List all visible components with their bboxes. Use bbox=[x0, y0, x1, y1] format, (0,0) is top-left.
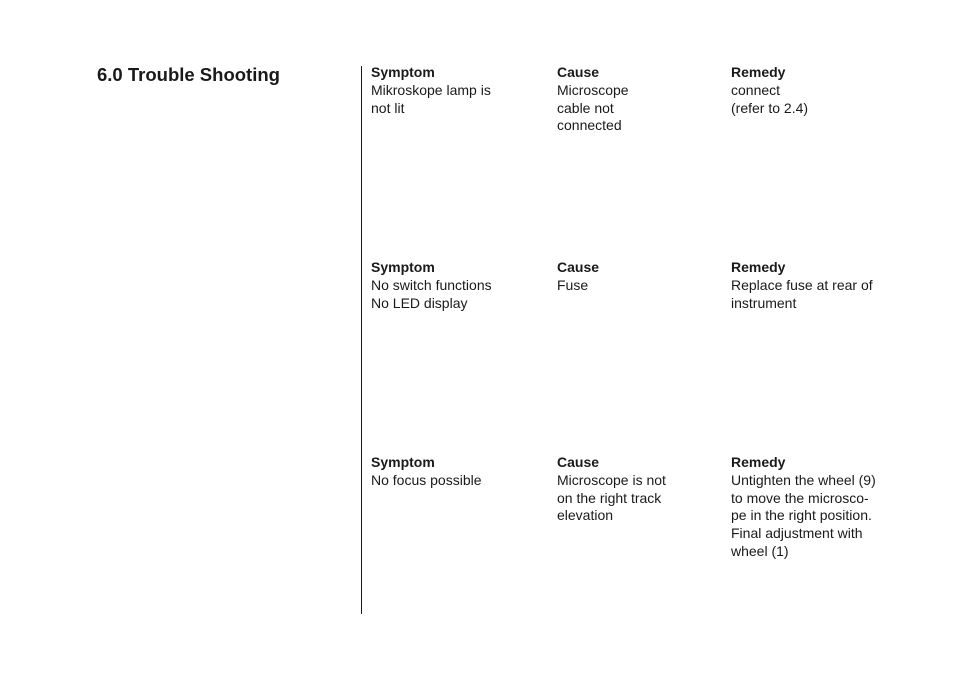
symptom-text: No focus possible bbox=[371, 471, 482, 488]
symptom-heading: Symptom bbox=[371, 454, 435, 470]
troubleshooting-entry bbox=[371, 454, 911, 574]
troubleshooting-entry bbox=[371, 259, 911, 379]
cause-column bbox=[557, 454, 725, 525]
remedy-column bbox=[731, 454, 901, 561]
remedy-heading: Remedy bbox=[731, 454, 786, 470]
remedy-text: pe in the right position. bbox=[731, 507, 872, 524]
remedy-text: connect bbox=[731, 81, 781, 98]
cause-text: Microscope is not bbox=[557, 471, 666, 488]
symptom-text: No LED display bbox=[371, 294, 468, 311]
cause-column bbox=[557, 259, 725, 295]
cause-text: connected bbox=[557, 117, 622, 134]
cause-heading: Cause bbox=[557, 64, 600, 80]
symptom-text: No switch functions bbox=[371, 276, 492, 293]
cause-text: elevation bbox=[557, 507, 614, 524]
cause-heading: Cause bbox=[557, 454, 600, 470]
cause-text: on the right track bbox=[557, 489, 662, 506]
vertical-divider bbox=[361, 66, 362, 614]
remedy-text: Final adjustment with bbox=[731, 525, 863, 542]
remedy-text: instrument bbox=[731, 294, 797, 311]
cause-text: cable not bbox=[557, 99, 614, 116]
remedy-column bbox=[731, 259, 901, 312]
remedy-heading: Remedy bbox=[731, 259, 786, 275]
cause-text: Fuse bbox=[557, 276, 589, 293]
remedy-text: Untighten the wheel (9) bbox=[731, 471, 876, 488]
symptom-text: not lit bbox=[371, 99, 405, 116]
remedy-text: (refer to 2.4) bbox=[731, 99, 809, 116]
symptom-column bbox=[371, 259, 549, 312]
cause-column bbox=[557, 64, 725, 135]
cause-heading: Cause bbox=[557, 259, 600, 275]
remedy-heading: Remedy bbox=[731, 64, 786, 80]
symptom-heading: Symptom bbox=[371, 259, 435, 275]
symptom-heading: Symptom bbox=[371, 64, 435, 80]
remedy-text: wheel (1) bbox=[731, 542, 789, 559]
remedy-column bbox=[731, 64, 901, 117]
section-title: 6.0 Trouble Shooting bbox=[97, 64, 280, 85]
symptom-text: Mikroskope lamp is bbox=[371, 81, 491, 98]
symptom-column bbox=[371, 64, 549, 117]
symptom-column bbox=[371, 454, 549, 490]
remedy-text: to move the microsco- bbox=[731, 489, 869, 506]
cause-text: Microscope bbox=[557, 81, 629, 98]
troubleshooting-entry bbox=[371, 64, 911, 184]
remedy-text: Replace fuse at rear of bbox=[731, 276, 873, 293]
